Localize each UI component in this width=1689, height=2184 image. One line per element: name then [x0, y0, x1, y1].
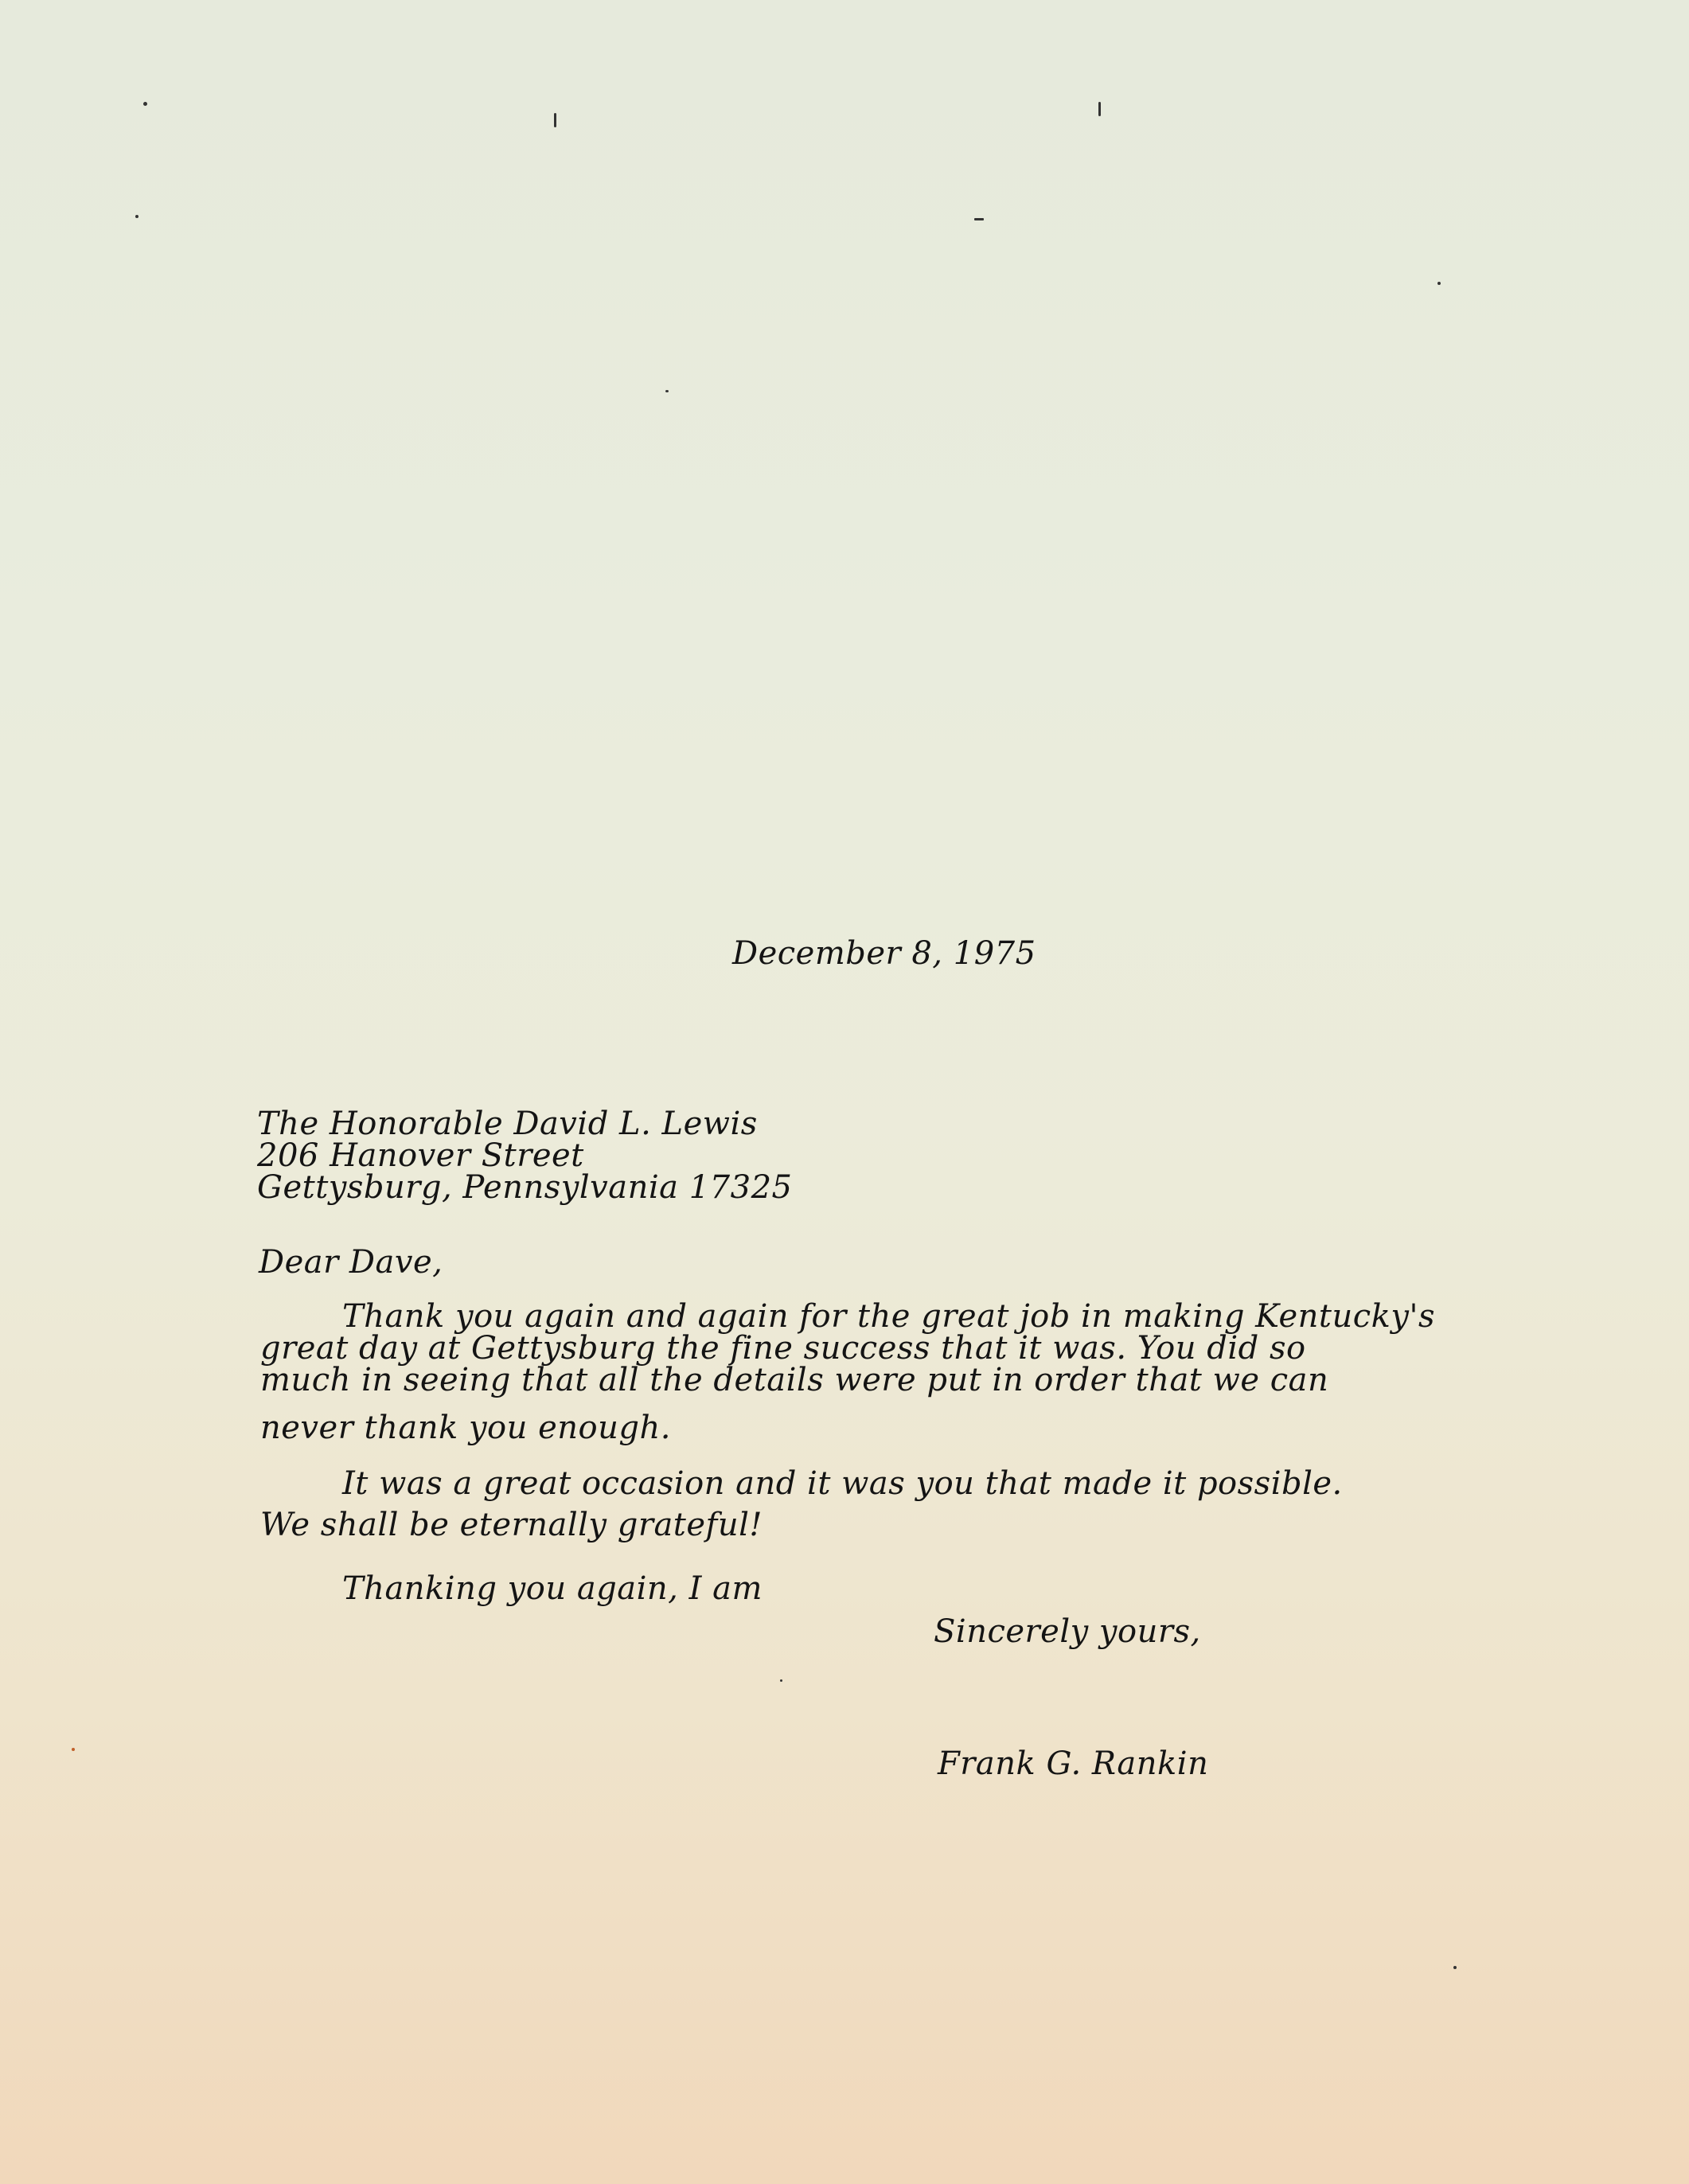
salutation: Dear Dave, [259, 1244, 443, 1281]
recipient-name: The Honorable David L. Lewis [257, 1106, 758, 1142]
speck [135, 215, 138, 218]
paragraph-2-line-1: It was a great occasion and it was you that made it possible. [342, 1465, 1343, 1502]
recipient-street: 206 Hanover Street [257, 1137, 584, 1174]
speck [974, 218, 984, 220]
speck [72, 1748, 75, 1751]
paragraph-1-line-4: never thank you enough. [260, 1410, 671, 1446]
recipient-city: Gettysburg, Pennsylvania 17325 [257, 1169, 793, 1206]
speck [1437, 282, 1441, 285]
speck [665, 390, 669, 392]
speck [143, 102, 147, 106]
signature-name: Frank G. Rankin [938, 1745, 1209, 1782]
closing: Sincerely yours, [934, 1613, 1201, 1650]
paragraph-1-line-3: much in seeing that all the details were put in order that we can [260, 1362, 1329, 1398]
speck [554, 113, 556, 127]
paragraph-1-line-2: great day at Gettysburg the fine success that it was. You did so [260, 1330, 1306, 1367]
speck [780, 1679, 782, 1682]
speck [1453, 1966, 1457, 1969]
paragraph-2-line-2: We shall be eternally grateful! [260, 1507, 763, 1543]
paragraph-1-line-1: Thank you again and again for the great job in making Kentucky's [342, 1298, 1436, 1335]
paragraph-3-line-1: Thanking you again, I am [342, 1570, 763, 1607]
letter-date: December 8, 1975 [732, 935, 1036, 972]
speck [1098, 102, 1101, 116]
